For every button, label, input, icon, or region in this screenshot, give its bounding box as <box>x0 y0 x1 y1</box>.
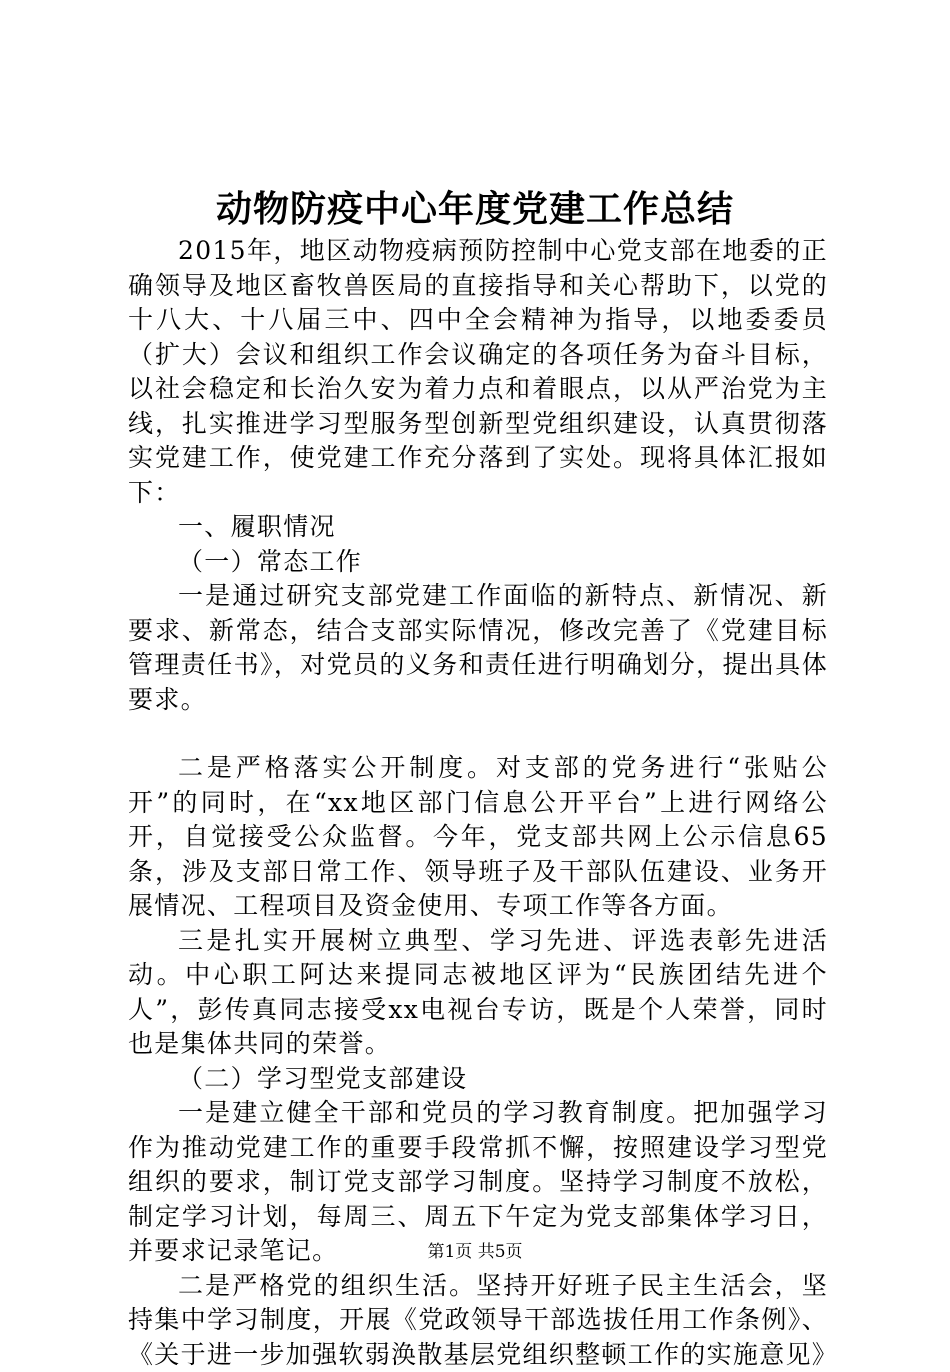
paragraph-item: 二是严格落实公开制度。对支部的党务进行“张贴公开”的同时，在“xx地区部门信息公开平台”上进行网络公开，自觉接受公众监督。今年，党支部共网上公示信息65条，涉及支部日常工作、领导班子及干部队伍建设、业务开展情况、工程项目及资金使用、专项工作等各方面。 <box>128 751 828 924</box>
section-heading-1: 一、履职情况 <box>128 510 828 545</box>
subsection-heading-2: （二）学习型党支部建设 <box>128 1062 828 1097</box>
document-body <box>128 234 828 1372</box>
paragraph-item: 二是严格党的组织生活。坚持开好班子民主生活会，坚持集中学习制度，开展《党政领导干部选拔任用工作条例》、《关于进一步加强软弱涣散基层党组织整顿工作的实施意见》 <box>128 1269 828 1372</box>
paragraph-item: 一是建立健全干部和党员的学习教育制度。把加强学习作为推动党建工作的重要手段常抓不懈，按照建设学习型党组织的要求，制订党支部学习制度。坚持学习制度不放松，制定学习计划，每周三、周五下午定为党支部集体学习日，并要求记录笔记。 <box>128 1096 828 1269</box>
page-number: 第1页 共5页 <box>0 1240 950 1264</box>
paragraph-intro: 2015年，地区动物疫病预防控制中心党支部在地委的正确领导及地区畜牧兽医局的直接指导和关心帮助下，以党的十八大、十八届三中、四中全会精神为指导，以地委委员（扩大）会议和组织工作会议确定的各项任务为奋斗目标，以社会稳定和长治久安为着力点和着眼点，以从严治党为主线，扎实推进学习型服务型创新型党组织建设，认真贯彻落实党建工作，使党建工作充分落到了实处。现将具体汇报如下： <box>128 234 828 510</box>
subsection-heading-1: （一）常态工作 <box>128 545 828 580</box>
paragraph-item: 三是扎实开展树立典型、学习先进、评选表彰先进活动。中心职工阿达来提同志被地区评为“民族团结先进个人”，彭传真同志接受xx电视台专访，既是个人荣誉，同时也是集体共同的荣誉。 <box>128 924 828 1062</box>
document-title: 动物防疫中心年度党建工作总结 <box>0 184 950 234</box>
paragraph-item: 一是通过研究支部党建工作面临的新特点、新情况、新要求、新常态，结合支部实际情况，修改完善了《党建目标管理责任书》，对党员的义务和责任进行明确划分，提出具体要求。 <box>128 579 828 717</box>
